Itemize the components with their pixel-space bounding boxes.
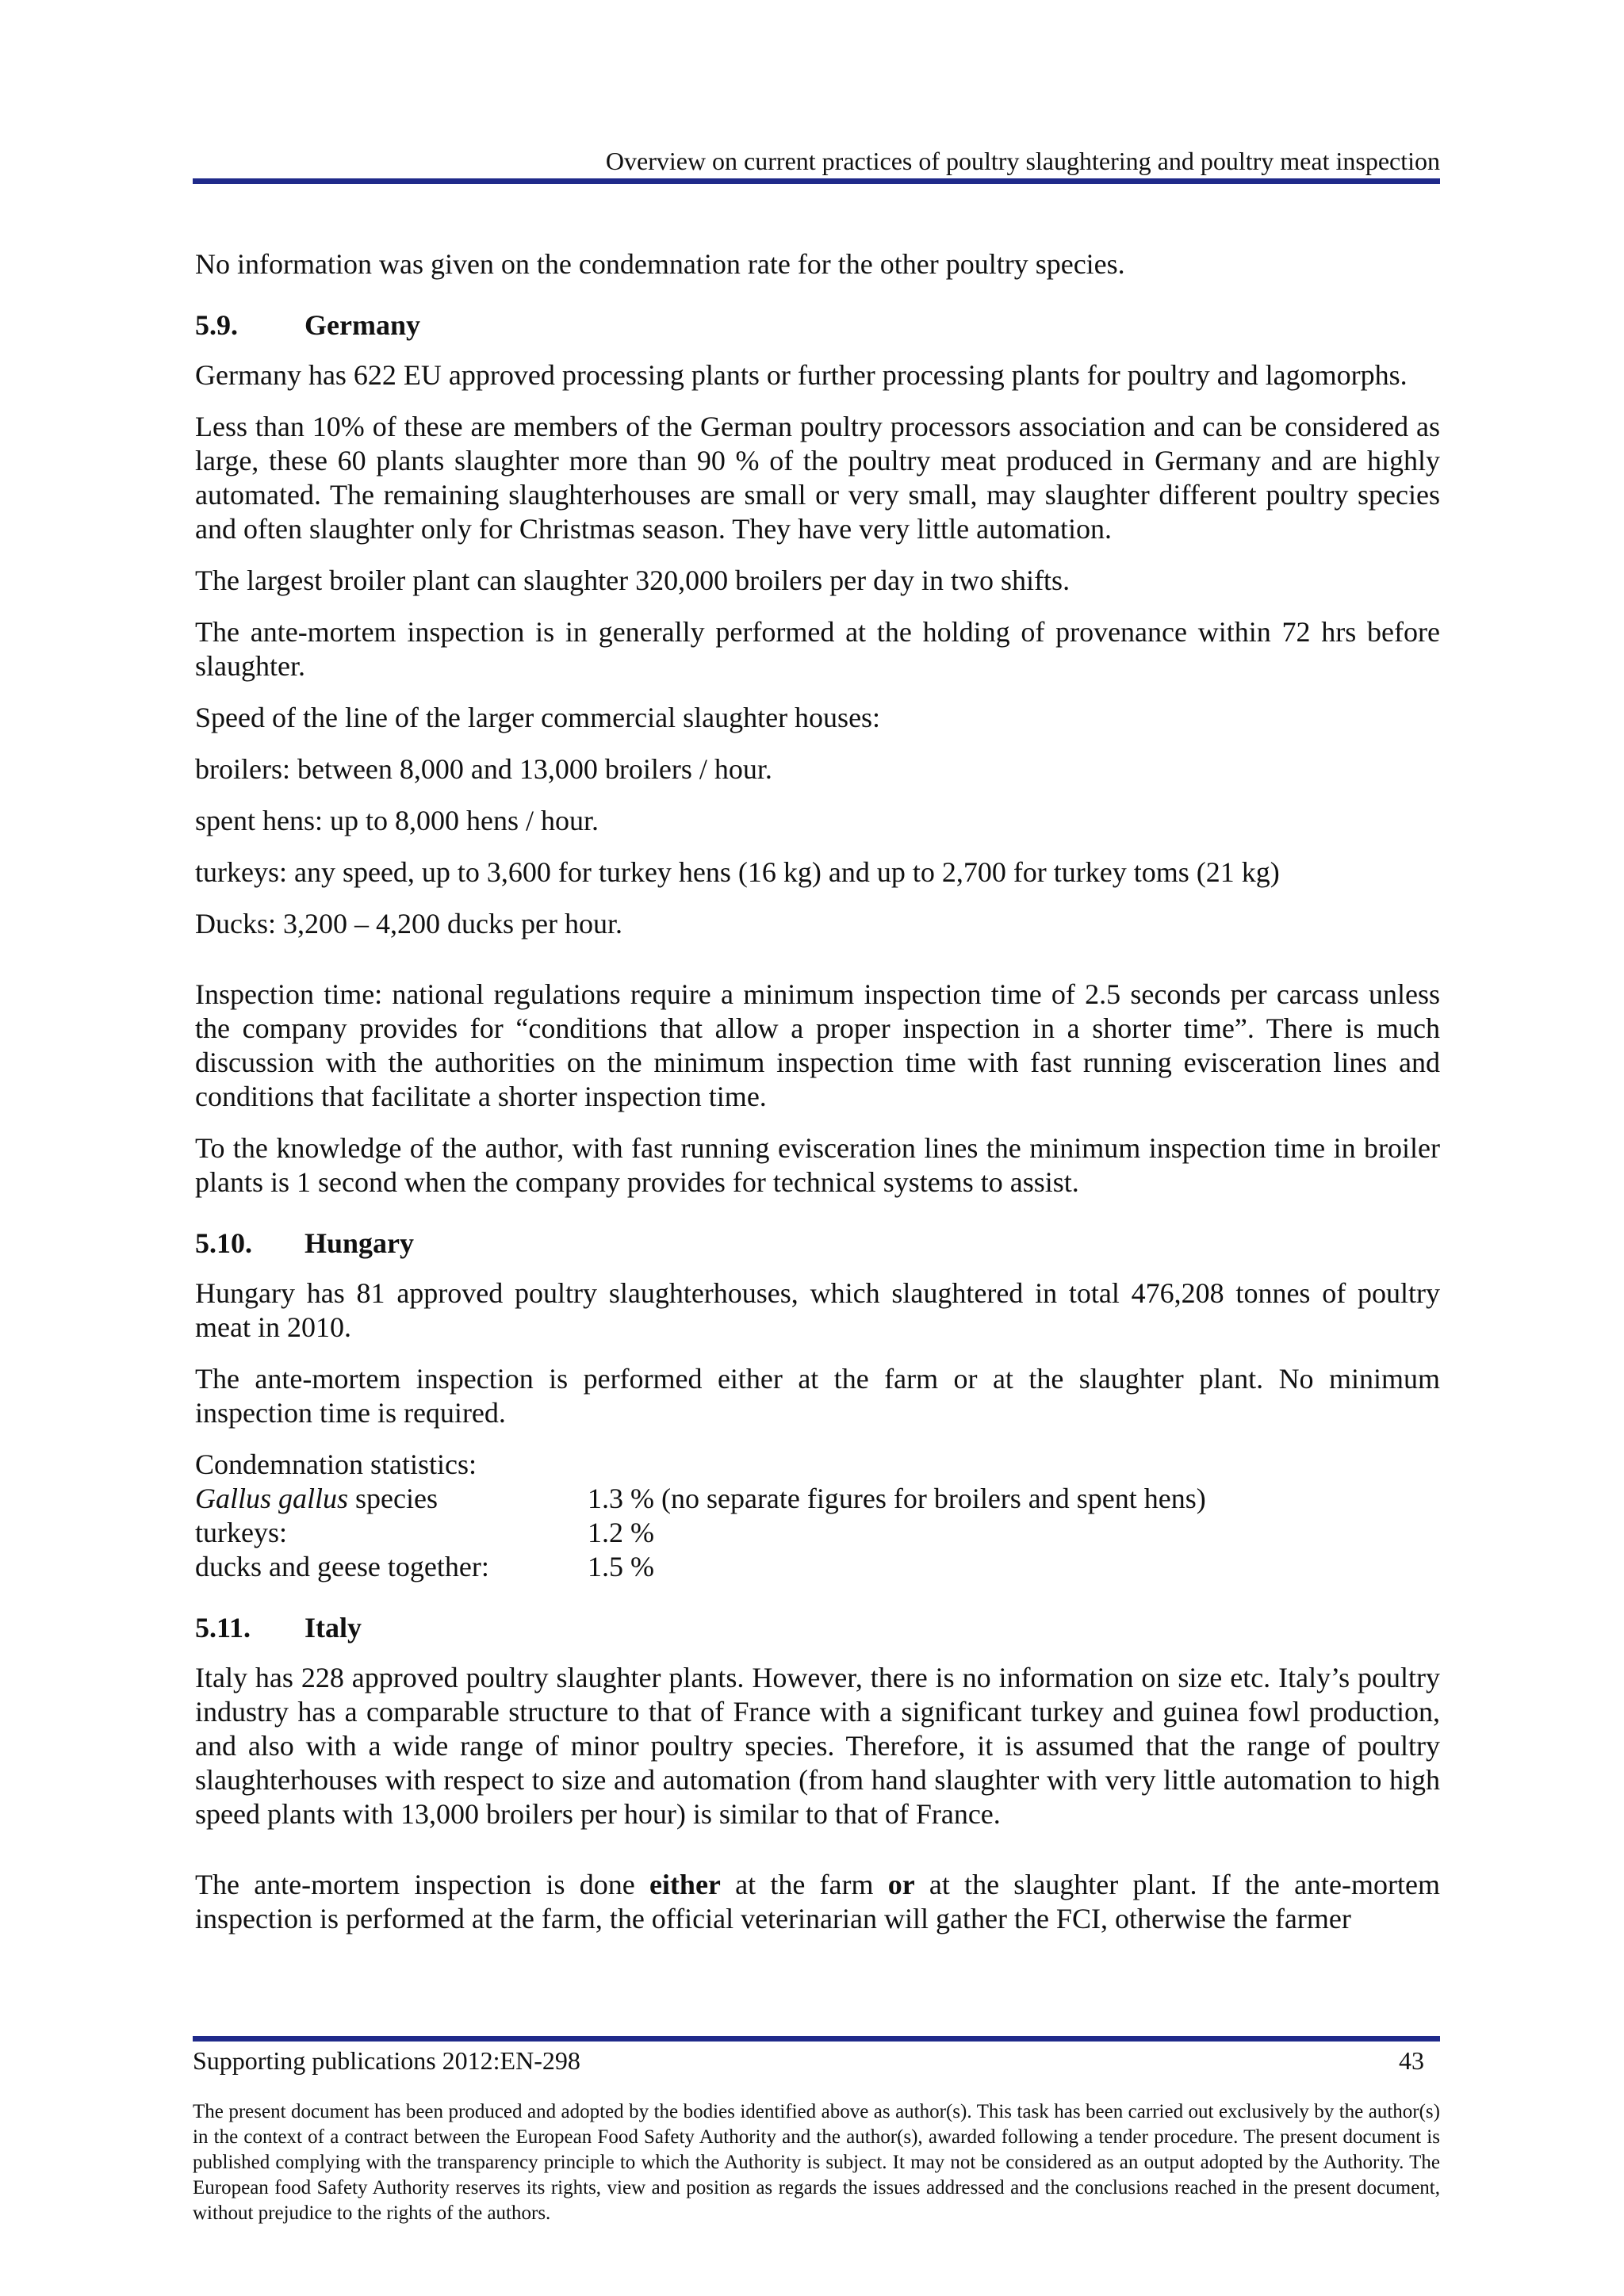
- emphasis-either: either: [649, 1869, 721, 1900]
- stats-value: 1.3 % (no separate figures for broilers and spent hens): [588, 1483, 1206, 1514]
- paragraph: broilers: between 8,000 and 13,000 broilers / hour.: [195, 753, 772, 785]
- section-number: 5.9.: [195, 309, 238, 341]
- stats-value: 1.2 %: [588, 1517, 654, 1548]
- species-name-italic: Gallus gallus: [195, 1483, 349, 1514]
- paragraph: Germany has 622 EU approved processing plants or further processing plants for poultry and lagomorphs.: [195, 359, 1408, 391]
- section-number: 5.11.: [195, 1612, 251, 1644]
- page-number: 43: [1399, 2046, 1424, 2075]
- stats-caption: Condemnation statistics:: [195, 1448, 477, 1480]
- section-title: Germany: [304, 309, 420, 341]
- header-rule: [193, 178, 1440, 184]
- stats-label: [195, 1516, 588, 1550]
- section-title: Hungary: [304, 1227, 415, 1259]
- paragraph-antemortem: [195, 1868, 1440, 1936]
- section-heading-hungary: [195, 1226, 1440, 1261]
- disclaimer: The present document has been produced and adopted by the bodies identified above as author(s). This task has been carried out exclusively by the author(s) in the context of a contract between the European Food Safety Authority and the author(s), awarded following a tender procedure. The present document is published complying with the transparency principle to which the Authority is subject. It may not be considered as an output adopted by the Authority. The European food Safety Authority reserves its rights, view and position as regards the issues addressed and the conclusions reached in the present document, without prejudice to the rights of the authors.: [193, 2101, 1440, 2224]
- paragraph: The largest broiler plant can slaughter 320,000 broilers per day in two shifts.: [195, 564, 1071, 596]
- paragraph: spent hens: up to 8,000 hens / hour.: [195, 805, 599, 836]
- paragraph: Hungary has 81 approved poultry slaughterhouses, which slaughtered in total 476,208 tonnes of poultry meat in 2010.: [195, 1277, 1440, 1343]
- text-run: at the farm: [720, 1869, 888, 1900]
- stats-label: [195, 1482, 588, 1516]
- footer: [193, 2045, 1440, 2076]
- paragraph-knowledge: To the knowledge of the author, with fast running evisceration lines the minimum inspection time in broiler plants is 1 second when the company provides for technical systems to assist.: [195, 1132, 1440, 1198]
- paragraph-inspection-time: Inspection time: national regulations require a minimum inspection time of 2.5 seconds per carcass unless the company provides for “conditions that allow a proper inspection in a shorter time”. There is much discussion with the authorities on the minimum inspection time with fast running evisceration lines and conditions that facilitate a shorter inspection time.: [195, 978, 1440, 1112]
- running-header: Overview on current practices of poultry slaughtering and poultry meat inspection: [605, 147, 1440, 175]
- paragraph: Ducks: 3,200 – 4,200 ducks per hour.: [195, 908, 622, 939]
- stats-label-text: species: [348, 1483, 438, 1514]
- paragraph: turkeys: any speed, up to 3,600 for turkey hens (16 kg) and up to 2,700 for turkey toms (21 kg): [195, 856, 1280, 888]
- section-heading-italy: [195, 1611, 1440, 1645]
- emphasis-or: or: [887, 1869, 915, 1900]
- section-heading-germany: [195, 308, 1440, 342]
- footer-rule: [193, 2036, 1440, 2042]
- intro-paragraph: No information was given on the condemnation rate for the other poultry species.: [195, 248, 1125, 280]
- text-run: at the slaughter plant. If the ante-mortem inspection is performed at the farm, the official veterinarian will gather the FCI, otherwise the farmer: [195, 1869, 1440, 1934]
- stats-row: [195, 1550, 1440, 1584]
- page-content: [195, 247, 1440, 1954]
- paragraph: Speed of the line of the larger commercial slaughter houses:: [195, 702, 881, 733]
- paragraph: The ante-mortem inspection is performed either at the farm or at the slaughter plant. No minimum inspection time is required.: [195, 1363, 1440, 1429]
- stats-row: [195, 1482, 1440, 1516]
- publication-id: Supporting publications 2012:EN-298: [193, 2046, 580, 2075]
- stats-label-text: turkeys:: [195, 1517, 287, 1548]
- section-title: Italy: [304, 1612, 362, 1644]
- paragraph: The ante-mortem inspection is in generally performed at the holding of provenance within 72 hrs before slaughter.: [195, 616, 1440, 682]
- stats-label-text: ducks and geese together:: [195, 1551, 489, 1582]
- stats-label: [195, 1550, 588, 1584]
- paragraph: Less than 10% of these are members of the German poultry processors association and can be considered as large, these 60 plants slaughter more than 90 % of the poultry meat produced in Germany and are highly automated. The remaining slaughterhouses are small or very small, may slaughter different poultry species and often slaughter only for Christmas season. They have very little automation.: [195, 411, 1440, 545]
- paragraph: Italy has 228 approved poultry slaughter plants. However, there is no information on size etc. Italy’s poultry industry has a comparable structure to that of France with a significant turkey and guinea fowl production, and also with a wide range of minor poultry species. Therefore, it is assumed that the range of poultry slaughterhouses with respect to size and automation (from hand slaughter with very little automation to high speed plants with 13,000 broilers per hour) is similar to that of France.: [195, 1662, 1440, 1830]
- text-run: The ante-mortem inspection is done: [195, 1869, 649, 1900]
- stats-value: 1.5 %: [588, 1551, 654, 1582]
- section-number: 5.10.: [195, 1227, 252, 1259]
- condemnation-statistics: [195, 1448, 1440, 1584]
- stats-row: [195, 1516, 1440, 1550]
